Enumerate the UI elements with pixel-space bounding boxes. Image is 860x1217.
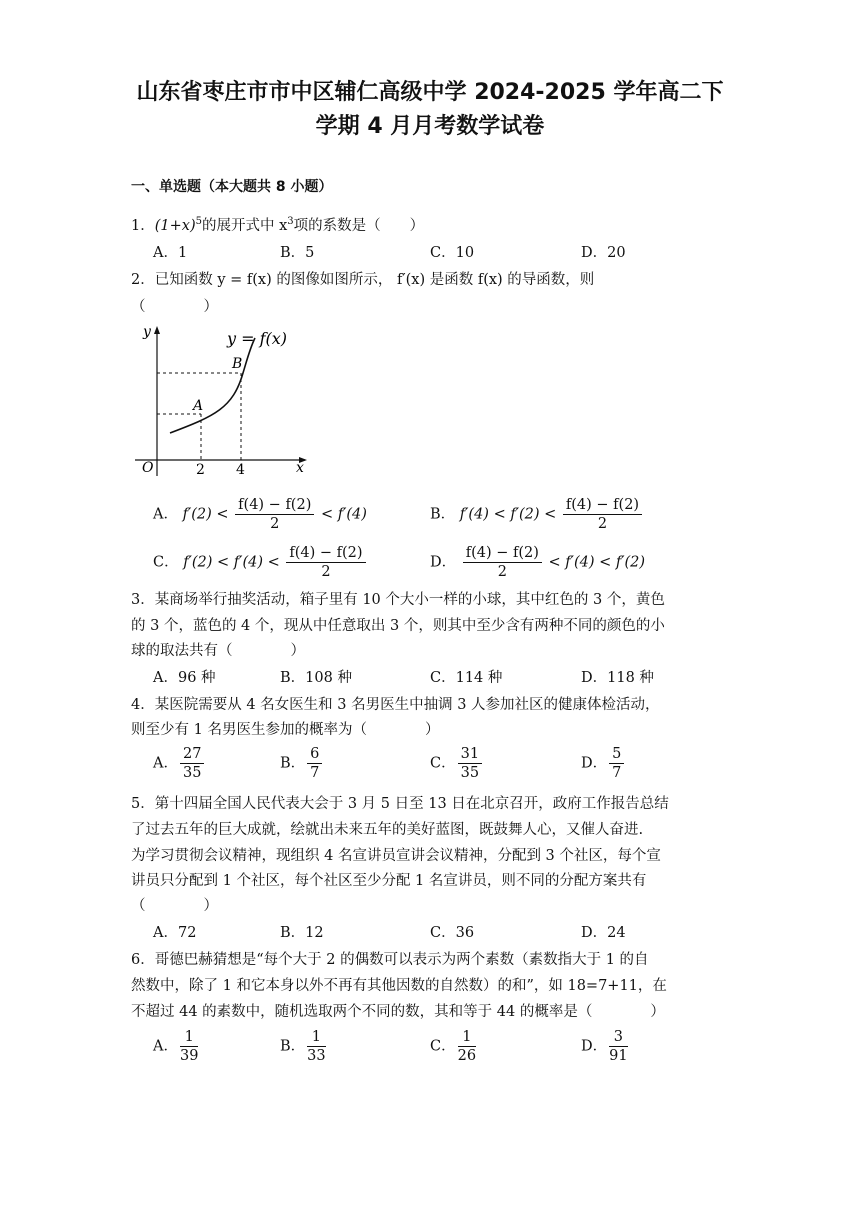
q4-option-c-label: C． <box>430 755 456 772</box>
q6-option-a-numerator: 1 <box>180 1028 198 1047</box>
q4-option-b-label: B． <box>280 755 306 772</box>
q2-option-d-post: < f′(4) < f′(2) <box>548 554 646 571</box>
x-axis-label: x <box>296 460 304 476</box>
question-3-line-3: 球的取法共有（ ） <box>131 643 305 659</box>
q4-option-a-fraction <box>180 745 204 782</box>
q4-option-a-label: A． <box>153 755 178 772</box>
q2-option-b-label: B． <box>430 506 456 523</box>
q2-option-d-fraction <box>463 544 542 581</box>
q2-option-b-fraction <box>563 496 642 533</box>
y-axis-arrow-icon <box>154 326 160 334</box>
q2-option-c-denominator: 2 <box>321 564 331 580</box>
q4-option-c-numerator: 31 <box>458 745 482 764</box>
q4-option-b-denominator: 7 <box>310 765 320 781</box>
q4-option-c <box>430 745 484 782</box>
q2-option-a-denominator: 2 <box>270 516 280 532</box>
page-title <box>0 76 860 144</box>
question-6-line-3: 不超过 44 的素数中，随机选取两个不同的数，其和等于 44 的概率是（ ） <box>131 1004 665 1020</box>
q6-option-a-label: A． <box>153 1038 178 1055</box>
q6-option-d <box>581 1028 630 1065</box>
question-3-line-2: 的 3 个，蓝色的 4 个，现从中任意取出 3 个，则其中至少含有两种不同的颜色的小 <box>131 618 665 634</box>
question-2-line-2: （ ） <box>131 299 218 315</box>
q6-option-d-denominator: 91 <box>609 1048 628 1064</box>
q6-option-b-denominator: 33 <box>307 1048 326 1064</box>
q2-option-b-pre: f′(4) < f′(2) < <box>459 506 557 523</box>
q6-option-b-label: B． <box>280 1038 306 1055</box>
q3-option-c: C．114 种 <box>430 670 503 686</box>
q6-option-d-fraction <box>609 1028 627 1065</box>
q3-option-b: B．108 种 <box>280 670 352 686</box>
q6-option-d-label: D． <box>581 1038 608 1055</box>
q6-option-c-label: C． <box>430 1038 456 1055</box>
question-5-line-4: 讲员只分配到 1 个社区，每个社区至少分配 1 名宣讲员，则不同的分配方案共有 <box>131 873 647 889</box>
title-line-1: 山东省枣庄市市中区辅仁高级中学 2024-2025 学年高二下 <box>136 80 724 105</box>
q2-option-d-label: D． <box>430 554 457 571</box>
tick-label-2: 2 <box>196 462 205 478</box>
q1-option-a: A．1 <box>153 245 188 261</box>
question-5-line-1: 5．第十四届全国人民代表大会于 3 月 5 日至 13 日在北京召开，政府工作报告总结 <box>131 796 669 812</box>
q1-expr: (1+x) <box>154 217 196 234</box>
point-b-label: B <box>232 356 243 372</box>
q1-option-d: D．20 <box>581 245 626 261</box>
q2-option-d <box>430 544 645 581</box>
q4-option-a-numerator: 27 <box>180 745 204 764</box>
q4-option-a-denominator: 35 <box>182 765 202 781</box>
question-5-line-2: 了过去五年的巨大成就，绘就出未来五年的美好蓝图，既鼓舞人心，又催人奋进. <box>131 822 644 838</box>
q1-text-end: 项的系数是（ ） <box>293 217 425 234</box>
section-heading: 一、单选题（本大题共 8 小题） <box>131 179 333 195</box>
q6-option-a <box>153 1028 200 1065</box>
q4-option-c-fraction <box>458 745 482 782</box>
question-4-line-2: 则至少有 1 名男医生参加的概率为（ ） <box>131 722 440 738</box>
q2-option-c <box>153 544 368 581</box>
q2-option-a-label: A． <box>153 506 178 523</box>
q1-option-b: B．5 <box>280 245 315 261</box>
q1-option-c: C．10 <box>430 245 475 261</box>
q2-option-d-numerator: f(4) − f(2) <box>463 544 542 563</box>
q4-option-d-numerator: 5 <box>609 745 624 764</box>
point-a-label: A <box>193 398 204 414</box>
q2-option-b-numerator: f(4) − f(2) <box>563 496 642 515</box>
q2-option-a <box>153 496 367 533</box>
q2-option-a-numerator: f(4) − f(2) <box>235 496 314 515</box>
q6-option-a-denominator: 39 <box>179 1048 199 1064</box>
q2-option-c-numerator: f(4) − f(2) <box>286 544 365 563</box>
q6-option-d-numerator: 3 <box>609 1028 627 1047</box>
question-3-line-1: 3．某商场举行抽奖活动，箱子里有 10 个大小一样的小球，其中红色的 3 个，黄色 <box>131 592 665 608</box>
q6-option-b-fraction <box>307 1028 325 1065</box>
q5-option-d: D．24 <box>581 925 626 941</box>
q4-option-d-label: D． <box>581 755 608 772</box>
question-4-line-1: 4．某医院需要从 4 名女医生和 3 名男医生中抽调 3 人参加社区的健康体检活动， <box>131 697 660 713</box>
q1-number: 1． <box>131 217 155 234</box>
q6-option-c-numerator: 1 <box>458 1028 476 1047</box>
q6-option-b-numerator: 1 <box>307 1028 325 1047</box>
q1-text: 的展开式中 x <box>201 217 288 234</box>
q4-option-b-numerator: 6 <box>307 745 322 764</box>
question-6-line-2: 然数中，除了 1 和它本身以外不再有其他因数的自然数）的和”，如 18=7+11，在 <box>131 978 667 994</box>
q4-option-c-denominator: 35 <box>460 765 480 781</box>
title-line-2: 学期 4 月月考数学试卷 <box>315 114 545 139</box>
q3-option-d: D．118 种 <box>581 670 654 686</box>
q2-option-a-fraction <box>235 496 314 533</box>
q4-option-d <box>581 745 626 782</box>
q2-option-a-pre: f′(2) < <box>182 506 229 523</box>
q3-option-a: A．96 种 <box>153 670 216 686</box>
question-1 <box>131 212 731 236</box>
q2-option-c-fraction <box>286 544 365 581</box>
q1-exponent-2: 3 <box>287 216 294 227</box>
q2-option-b <box>430 496 644 533</box>
y-axis-label: y <box>143 324 151 340</box>
q6-option-c-denominator: 26 <box>457 1048 477 1064</box>
curve-label: y = f(x) <box>227 329 288 348</box>
question-5-line-5: （ ） <box>131 898 218 914</box>
function-graph <box>125 318 325 478</box>
origin-label: O <box>142 460 154 476</box>
q4-option-d-fraction <box>609 745 624 782</box>
q6-option-b <box>280 1028 328 1065</box>
q4-option-b-fraction <box>307 745 322 782</box>
question-5-line-3: 为学习贯彻会议精神，现组织 4 名宣讲员宣讲会议精神，分配到 3 个社区，每个宣 <box>131 848 661 864</box>
q5-option-a: A．72 <box>153 925 197 941</box>
q2-option-d-denominator: 2 <box>497 564 507 580</box>
question-6-line-1: 6．哥德巴赫猜想是“每个大于 2 的偶数可以表示为两个素数（素数指大于 1 的自 <box>131 952 649 968</box>
q4-option-a <box>153 745 206 782</box>
q4-option-d-denominator: 7 <box>612 765 622 781</box>
q1-exponent: 5 <box>195 216 202 227</box>
q6-option-a-fraction <box>180 1028 198 1065</box>
q5-option-c: C．36 <box>430 925 475 941</box>
function-curve <box>170 338 255 433</box>
q6-option-c-fraction <box>458 1028 476 1065</box>
question-2-line-1: 2．已知函数 y = f(x) 的图像如图所示， f′(x) 是函数 f(x) 的导函数，则 <box>131 272 595 288</box>
q2-option-b-denominator: 2 <box>597 516 608 532</box>
q6-option-c <box>430 1028 478 1065</box>
q4-option-b <box>280 745 324 782</box>
q5-option-b: B．12 <box>280 925 324 941</box>
tick-label-4: 4 <box>236 462 245 478</box>
q2-option-c-label: C． <box>153 554 179 571</box>
q2-option-a-post: < f′(4) <box>320 506 367 523</box>
q2-option-c-pre: f′(2) < f′(4) < <box>183 554 280 571</box>
